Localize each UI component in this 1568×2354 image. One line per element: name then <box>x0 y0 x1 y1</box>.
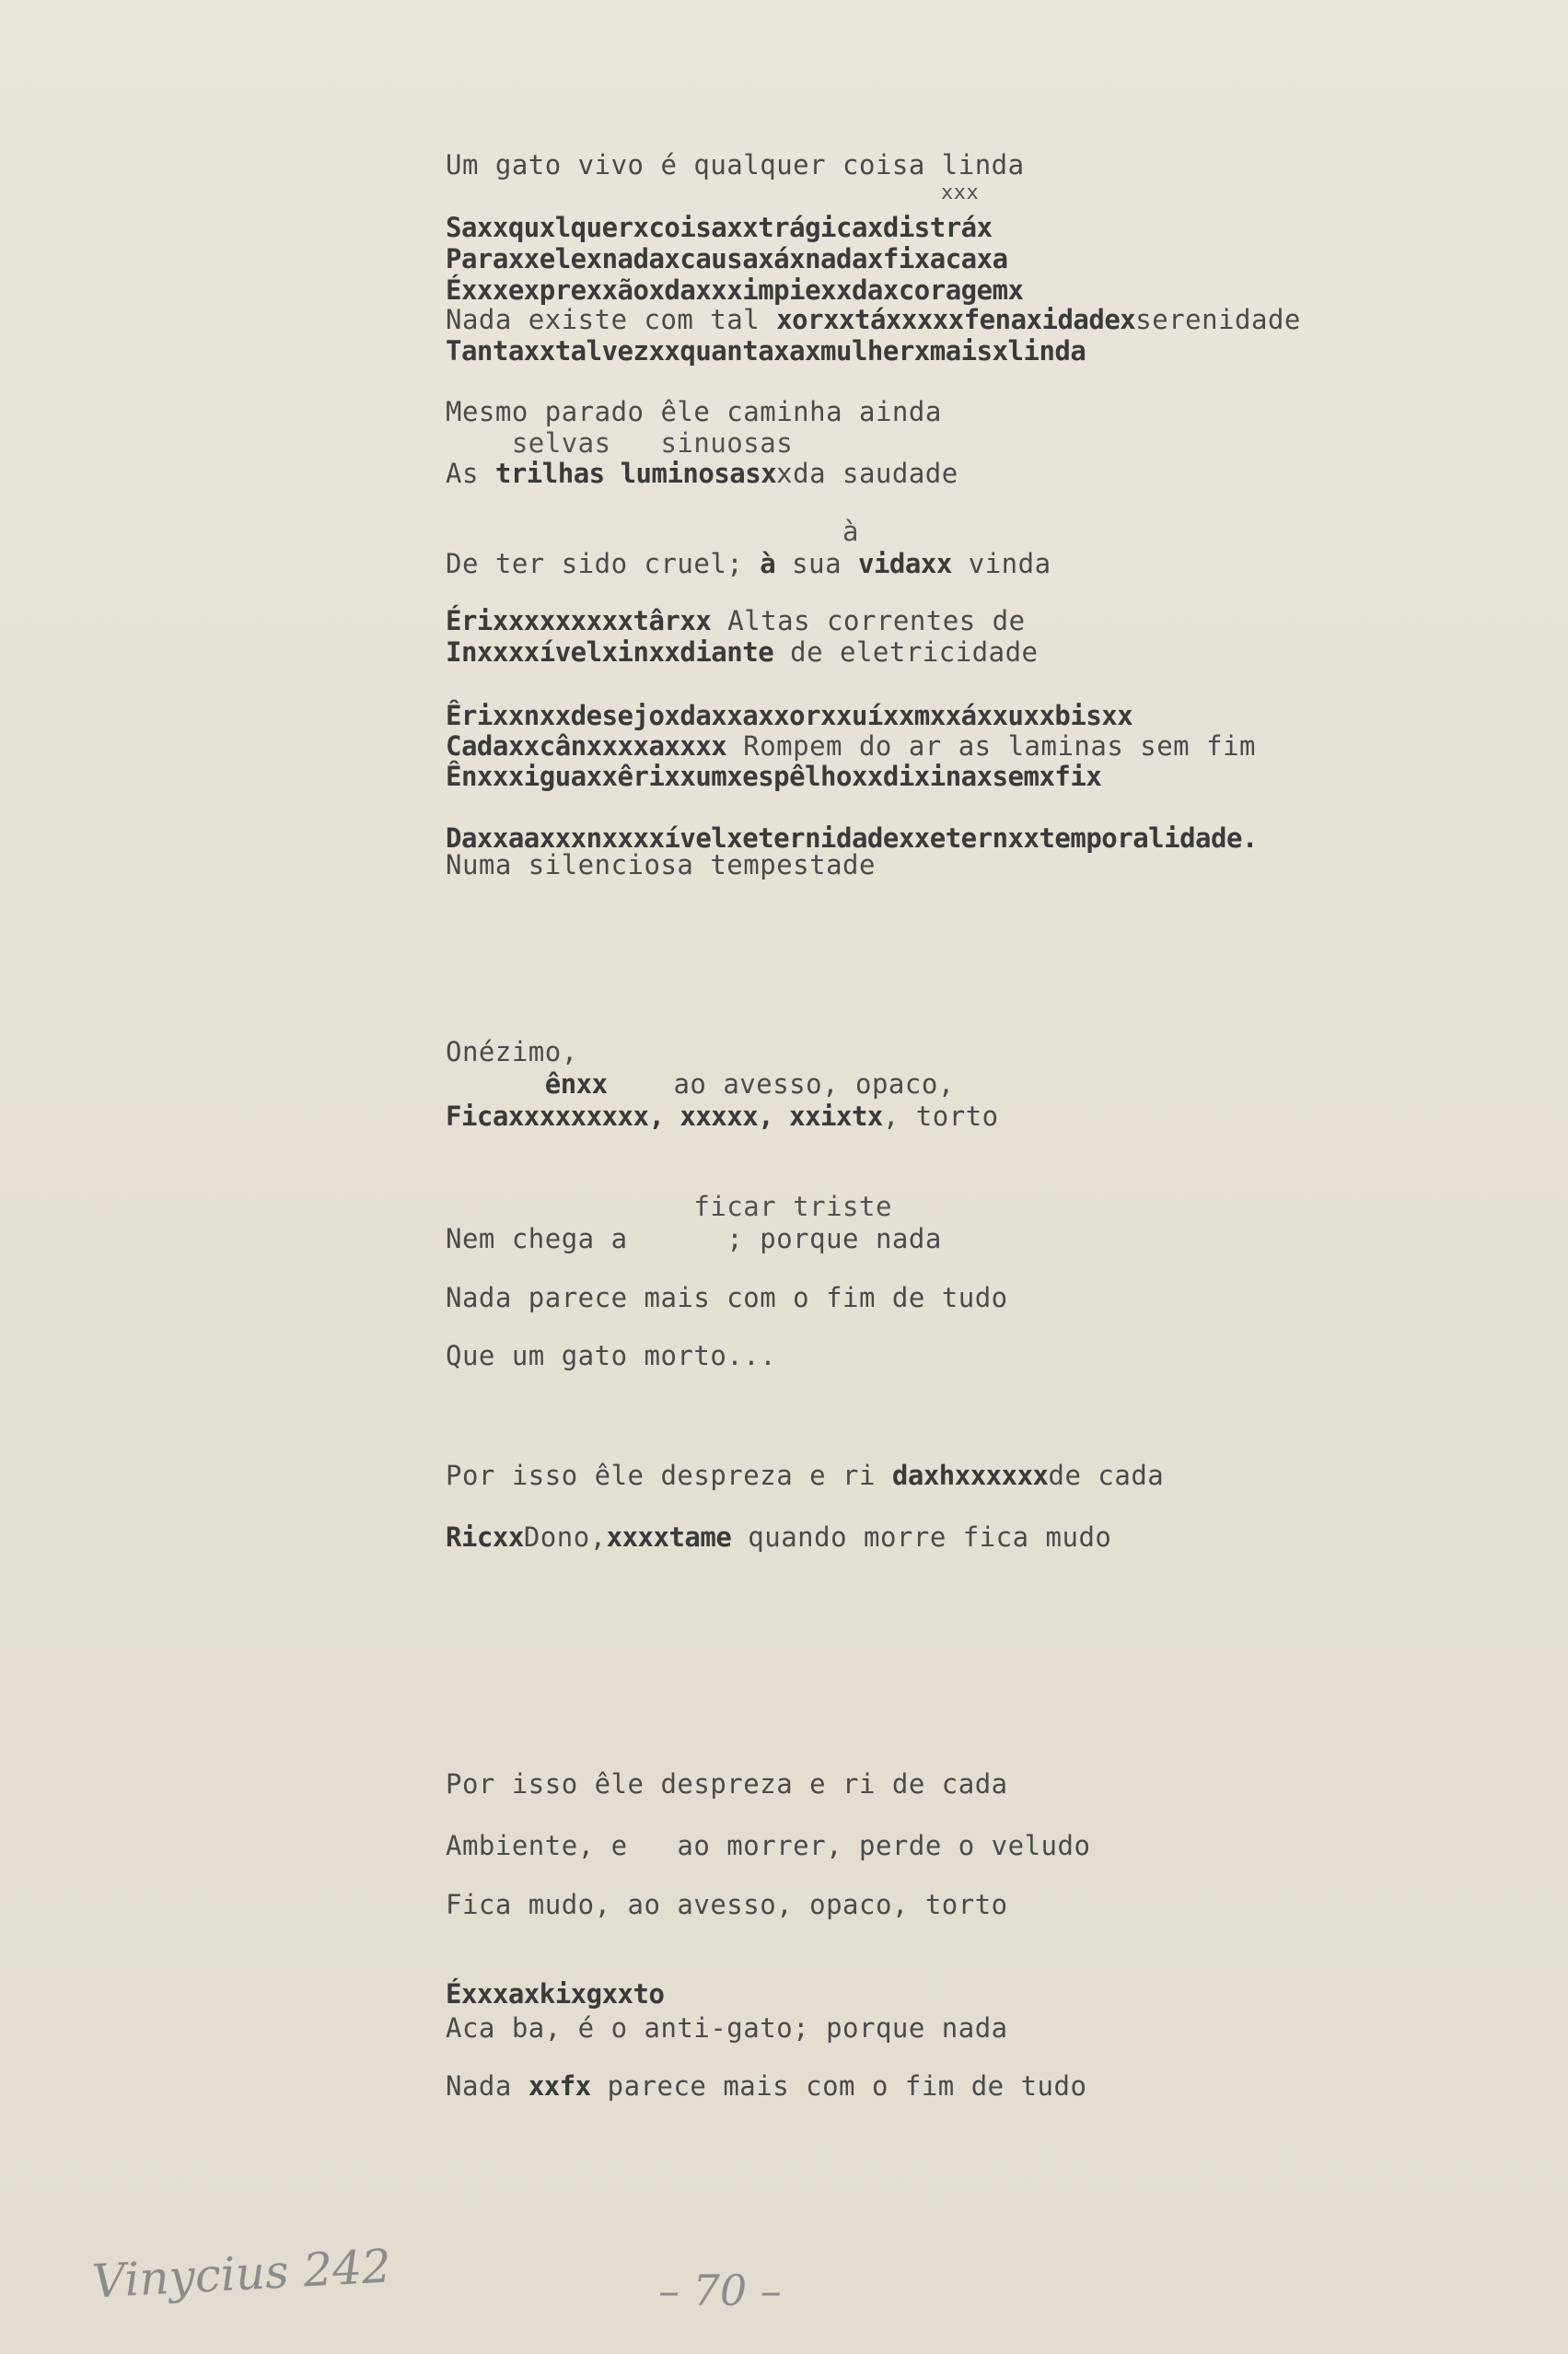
struck-line: Éxxxaxkixgxxto <box>446 1978 665 2010</box>
poem-line: Um gato vivo é qualquer coisa linda <box>446 149 1025 181</box>
poem-line: Nada xxfx parece mais com o fim de tudo <box>446 2070 1087 2102</box>
poem-line: Aca ba, é o anti-gato; porque nada <box>446 2012 1008 2044</box>
poem-line: Por isso êle despreza e ri de cada <box>446 1768 1008 1800</box>
poem-line: Érixxxxxxxxxtârxx Altas correntes de <box>446 605 1026 636</box>
poem-line: De ter sido cruel; à sua vidaxx vinda <box>446 548 1051 579</box>
poem-line: Inxxxxívelxinxxdiante de eletricidade <box>446 636 1039 668</box>
poem-line: Por isso êle despreza e ri daxhxxxxxxde cada <box>446 1460 1165 1491</box>
poem-line: Nada existe com tal xorxxtáxxxxxfenaxidadexserenidade <box>446 304 1301 335</box>
struck-line: Ênxxxiguaxxêrixxumxespêlhoxxdixinaxsemxfix <box>446 761 1102 792</box>
poem-line: Nada parece mais com o fim de tudo <box>446 1282 1008 1313</box>
poem-line: Onézimo, <box>446 1036 578 1067</box>
poem-line: Numa silenciosa tempestade <box>446 849 876 880</box>
poem-line: Ambiente, e ao morrer, perde o veludo <box>446 1830 1091 1861</box>
poem-insertion: ficar triste <box>446 1191 892 1222</box>
poem-line: As trilhas luminosasxxda saudade <box>446 458 958 489</box>
poem-insertion: selvas sinuosas <box>446 427 794 459</box>
poem-insertion: xxx <box>941 181 980 204</box>
page-number: – 70 – <box>658 2266 782 2315</box>
poem-line: ênxx ao avesso, opaco, <box>544 1068 955 1100</box>
struck-line: Êrixxnxxdesejoxdaxxaxxorxxuíxxmxxáxxuxxbisxx <box>446 700 1133 731</box>
poem-line: Que um gato morto... <box>446 1340 777 1371</box>
poem-line: Nem chega a ; porque nada <box>446 1223 942 1254</box>
handwritten-signature: Vinycius 242 <box>90 2239 393 2309</box>
poem-insertion: à <box>446 516 859 547</box>
struck-line: Saxxquxlquerxcoisaxxtrágicaxdistráx <box>446 212 993 243</box>
poem-line: Mesmo parado êle caminha ainda <box>446 396 942 427</box>
poem-line: Cadaxxcânxxxxaxxxx Rompem do ar as laminas sem fim <box>446 730 1256 762</box>
struck-line: Tantaxxtalvezxxquantaxaxmulherxmaisxlinda <box>446 335 1086 367</box>
struck-line: Paraxxelexnadaxcausaxáxnadaxfixacaxa <box>446 243 1008 274</box>
poem-line: RicxxDono,xxxxtame quando morre fica mudo <box>446 1521 1112 1553</box>
poem-line: Ficaxxxxxxxxx, xxxxx, xxixtx, torto <box>446 1101 999 1132</box>
struck-line: Daxxaaxxxnxxxxívelxeternidadexxeternxxtemporalidade. <box>446 822 1258 854</box>
poem-line: Fica mudo, ao avesso, opaco, torto <box>446 1889 1008 1920</box>
struck-line: Éxxxexprexxãoxdaxxximpiexxdaxcoragemx <box>446 274 1024 306</box>
